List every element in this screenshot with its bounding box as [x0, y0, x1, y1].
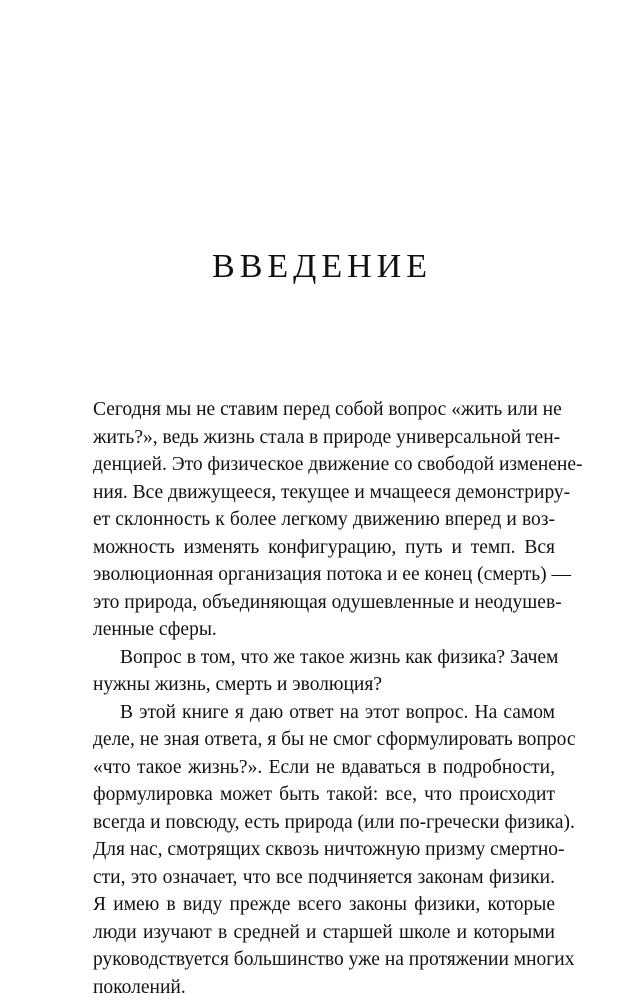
- text-line: поколений.: [93, 974, 555, 1001]
- text-line: нужны жизнь, смерть и эволюция?: [93, 671, 555, 699]
- text-line: Вопрос в том, что же такое жизнь как физика? Зачем: [93, 644, 555, 672]
- text-line: В этой книге я даю ответ на этот вопрос. На самом: [93, 699, 555, 727]
- text-line: это природа, объединяющая одушевленные и неодушев-: [93, 589, 555, 617]
- text-line: ленные сферы.: [93, 616, 555, 644]
- text-line: «что такое жизнь?». Если не вдаваться в подробности,: [93, 754, 555, 782]
- text-line: ет склонность к более легкому движению вперед и воз-: [93, 506, 555, 534]
- text-line: денцией. Это физическое движение со свободой изменене-: [93, 451, 555, 479]
- body-text: [93, 396, 555, 1001]
- text-line: деле, не зная ответа, я бы не смог сформулировать вопрос: [93, 726, 555, 754]
- text-line: Сегодня мы не ставим перед собой вопрос «жить или не: [93, 396, 555, 424]
- text-line: руководствуется большинство уже на протяжении многих: [93, 946, 555, 974]
- text-line: ния. Все движущееся, текущее и мчащееся демонстриру-: [93, 479, 555, 507]
- text-line: сти, это означает, что все подчиняется законам физики.: [93, 864, 555, 892]
- text-line: всегда и повсюду, есть природа (или по-гречески физика).: [93, 809, 555, 837]
- text-line: Для нас, смотрящих сквозь ничтожную призму смертно-: [93, 836, 555, 864]
- text-line: жить?», ведь жизнь стала в природе универсальной тен-: [93, 424, 555, 452]
- text-line: Я имею в виду прежде всего законы физики, которые: [93, 891, 555, 919]
- text-line: люди изучают в средней и старшей школе и которыми: [93, 919, 555, 947]
- text-line: формулировка может быть такой: все, что происходит: [93, 781, 555, 809]
- text-line: можность изменять конфигурацию, путь и темп. Вся: [93, 534, 555, 562]
- text-line: эволюционная организация потока и ее конец (смерть) —: [93, 561, 555, 589]
- chapter-heading: ВВЕДЕНИЕ: [0, 248, 644, 286]
